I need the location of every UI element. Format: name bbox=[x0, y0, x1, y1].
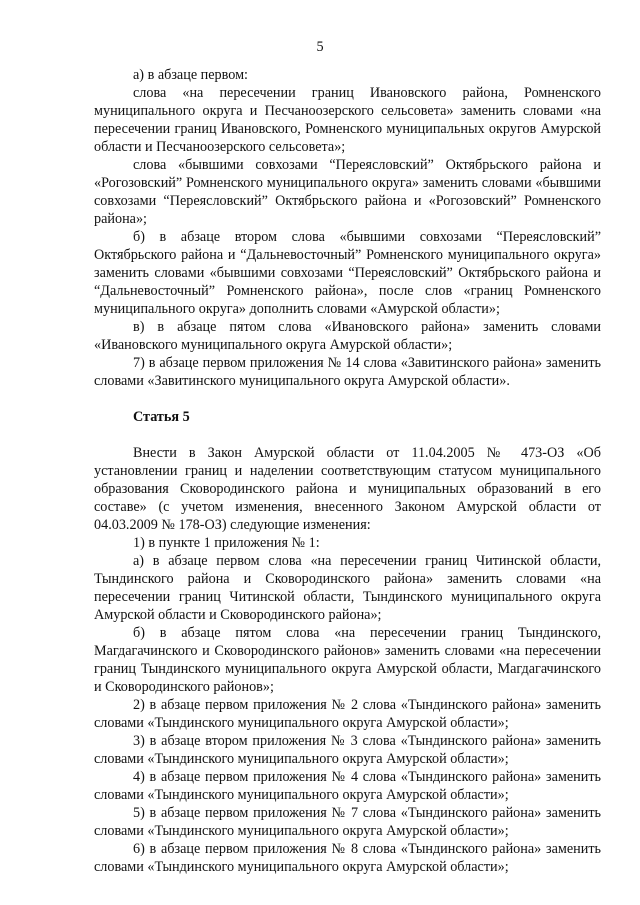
paragraph: Внести в Закон Амурской области от 11.04.2005 № 473-ОЗ «Об установлении границ и наделении соответствующим статусом муниципального образования Сковородинского района и муниципальных образований в его составе» (с учетом изменения, внесенного Законом Амурской области от 04.03.2009 № 178-ОЗ) следующие изменения: bbox=[94, 445, 601, 533]
paragraph: 6) в абзаце первом приложения № 8 слова «Тындинского района» заменить словами «Тындинского муниципального округа Амурской области»; bbox=[94, 841, 601, 875]
paragraph: 4) в абзаце первом приложения № 4 слова «Тындинского района» заменить словами «Тындинского муниципального округа Амурской области»; bbox=[94, 769, 601, 803]
page-number: 5 bbox=[316, 39, 324, 55]
paragraph: слова «на пересечении границ Ивановского района, Ромненского муниципального округа и Песчаноозерского сельсовета» заменить словами «на пересечении границ Ивановского, Ромненского муниципальных округов Амурской области и Песчаноозерского сельсовета»; bbox=[94, 85, 601, 155]
spacer bbox=[94, 426, 601, 444]
spacer bbox=[94, 390, 601, 408]
paragraph: 7) в абзаце первом приложения № 14 слова «Завитинского района» заменить словами «Завитинского муниципального округа Амурской области». bbox=[94, 355, 601, 389]
paragraph: 2) в абзаце первом приложения № 2 слова «Тындинского района» заменить словами «Тындинского муниципального округа Амурской области»; bbox=[94, 697, 601, 731]
paragraph: б) в абзаце втором слова «бывшими совхозами “Переясловский” Октябрьского района и “Дальневосточный” Ромненского муниципального округа» заменить словами «бывшими совхозами “Переясловский” Октябрьского района и “Дальневосточный” Ромненского района», после слов «границ Ромненского муниципального округа» дополнить словами «Амурской области»; bbox=[94, 229, 601, 317]
paragraph: в) в абзаце пятом слова «Ивановского района» заменить словами «Ивановского муниципального округа Амурской области»; bbox=[94, 319, 601, 353]
paragraph: 1) в пункте 1 приложения № 1: bbox=[133, 535, 320, 551]
paragraph: а) в абзаце первом: bbox=[133, 67, 248, 83]
article-heading: Статья 5 bbox=[133, 409, 190, 425]
document-body bbox=[94, 66, 601, 876]
paragraph: слова «бывшими совхозами “Переясловский” Октябрьского района и «Рогозовский” Ромненского муниципального округа» заменить словами «бывшими совхозами “Переясловский” Октябрьского района и «Рогозовский” Ромненского района»; bbox=[94, 157, 601, 227]
paragraph: б) в абзаце пятом слова «на пересечении границ Тындинского, Магдагачинского и Сковородинского районов» заменить словами «на пересечении границ Тындинского муниципального округа Амурской области, Магдагачинского и Сковородинского районов»; bbox=[94, 625, 601, 695]
paragraph: а) в абзаце первом слова «на пересечении границ Читинской области, Тындинского района и Сковородинского района» заменить словами «на пересечении границ Читинской области, Тындинского муниципального округа Амурской области и Сковородинского района»; bbox=[94, 553, 601, 623]
paragraph: 3) в абзаце втором приложения № 3 слова «Тындинского района» заменить словами «Тындинского муниципального округа Амурской области»; bbox=[94, 733, 601, 767]
paragraph: 5) в абзаце первом приложения № 7 слова «Тындинского района» заменить словами «Тындинского муниципального округа Амурской области»; bbox=[94, 805, 601, 839]
